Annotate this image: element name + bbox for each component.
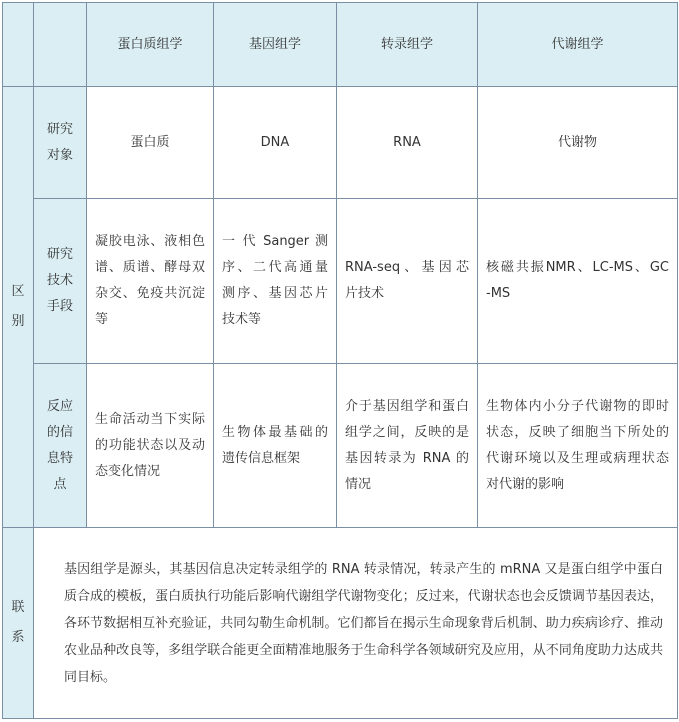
row-label-technique: 研究 技术 手段	[34, 199, 87, 364]
header-proteomics: 蛋白质组学	[87, 3, 214, 87]
cell-technique-proteomics: 凝胶电泳、液相色 谱、质谱、酵母双 杂交、免疫共沉淀 等	[87, 199, 214, 364]
row-features	[3, 364, 678, 528]
cell-technique-metabolomics: 核磁共振NMR、LC-MS、GC -MS	[478, 199, 678, 364]
header-metabolomics: 代谢组学	[478, 3, 678, 87]
header-row	[3, 3, 678, 87]
cell-features-transcriptomics: 介于基因组学和蛋白 组学之间，反映的是 基因转录为 RNA 的 情况	[337, 364, 478, 528]
cell-object-proteomics: 蛋白质	[87, 87, 214, 199]
relation-text: 基因组学是源头，其基因信息决定转录组学的 RNA 转录情况，转录产生的 mRNA 又是蛋白组学中蛋白质合成的模板，蛋白质执行功能后影响代谢组学代谢物变化；反过来，代谢状态也会反馈调节基因表达，各环节数据相互补充验证，共同勾勒生命机制。它们都旨在揭示生命现象背后机制、助力疾病诊疗、推动农业品种改良等，多组学联合能更全面精准地服务于生命科学各领域研究及应用，从不同角度助力达成共同目标。	[34, 528, 678, 719]
row-relation	[3, 528, 678, 719]
cell-object-transcriptomics: RNA	[337, 87, 478, 199]
cell-technique-genomics: 一 代 Sanger 测 序、二代高通量 测序、基因芯片 技术等	[214, 199, 337, 364]
cell-features-genomics: 生物体最基础的 遗传信息框架	[214, 364, 337, 528]
cell-object-genomics: DNA	[214, 87, 337, 199]
row-label-features: 反应 的信 息特 点	[34, 364, 87, 528]
corner-cell	[3, 3, 34, 87]
row-technique	[3, 199, 678, 364]
cell-object-metabolomics: 代谢物	[478, 87, 678, 199]
row-label-object: 研究 对象	[34, 87, 87, 199]
cell-technique-transcriptomics: RNA-seq、基因芯 片技术	[337, 199, 478, 364]
relation-label: 联 系	[3, 528, 34, 719]
cell-features-proteomics: 生命活动当下实际 的功能状态以及动 态变化情况	[87, 364, 214, 528]
differences-label: 区 别	[3, 87, 34, 528]
row-research-object	[3, 87, 678, 199]
header-genomics: 基因组学	[214, 3, 337, 87]
header-transcriptomics: 转录组学	[337, 3, 478, 87]
omics-comparison-table	[2, 2, 678, 719]
cell-features-metabolomics: 生物体内小分子代谢物的即时 状态，反映了细胞当下所处的 代谢环境以及生理或病理状态 对代谢的影响	[478, 364, 678, 528]
corner-cell	[34, 3, 87, 87]
